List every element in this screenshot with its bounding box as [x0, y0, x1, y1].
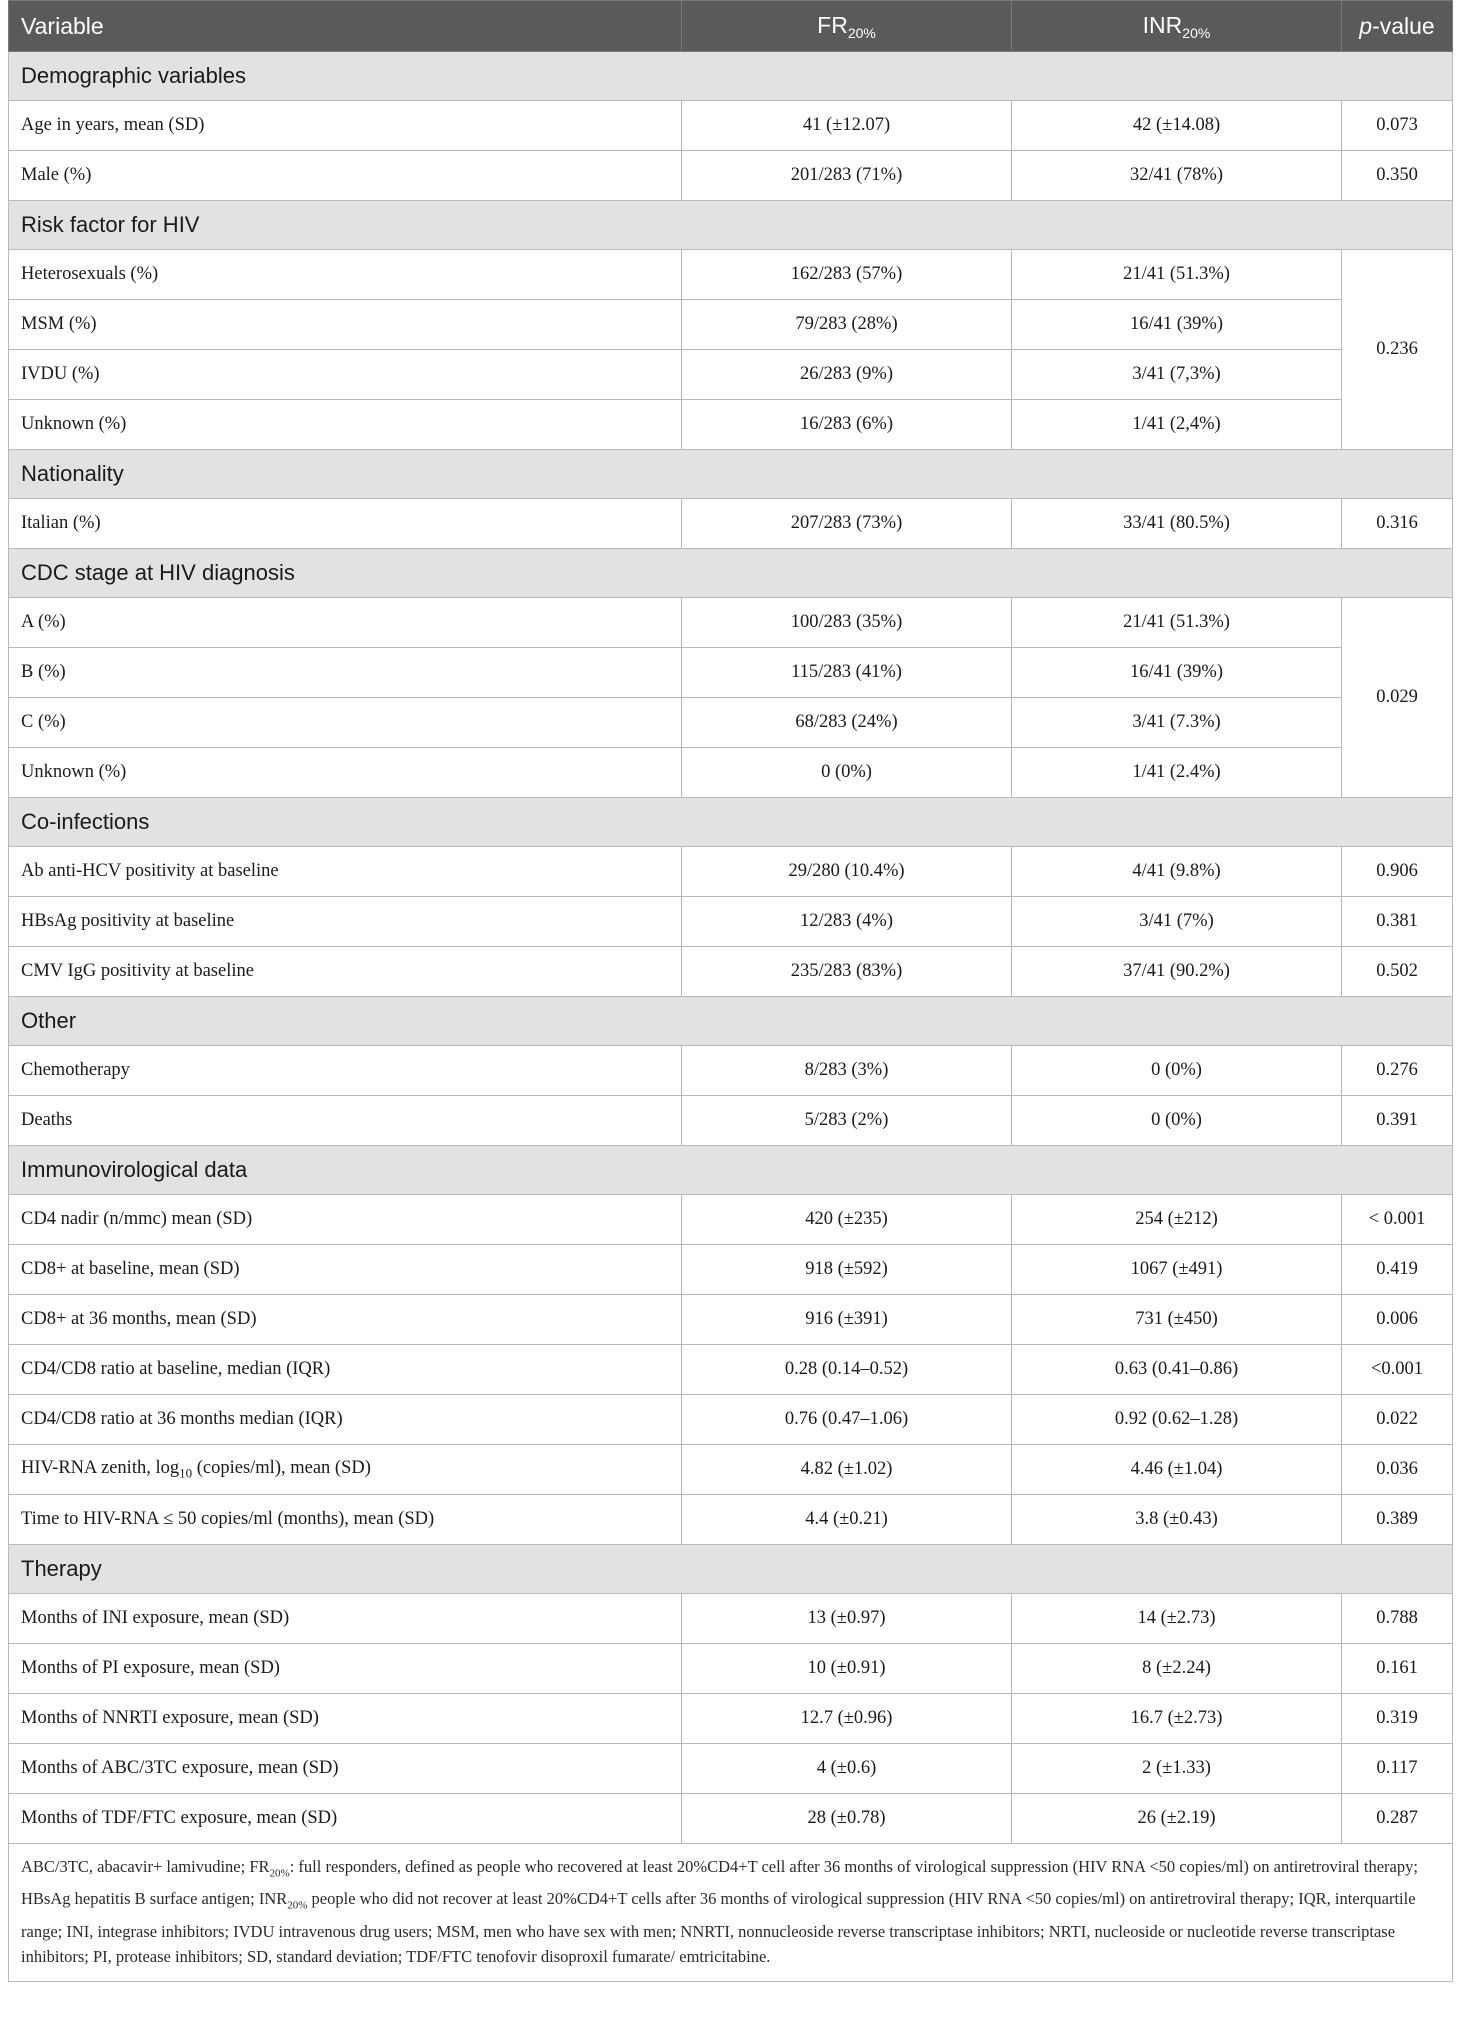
cell-p-value-group: 0.029	[1342, 598, 1453, 798]
cell-inr20: 42 (±14.08)	[1012, 101, 1342, 151]
section-row	[9, 549, 1453, 598]
header-p-italic: p	[1359, 12, 1373, 39]
cell-inr20: 33/41 (80.5%)	[1012, 499, 1342, 549]
cell-p-value: 0.502	[1342, 947, 1453, 997]
cell-fr20: 4.4 (±0.21)	[682, 1495, 1012, 1545]
cell-p-value: 0.287	[1342, 1794, 1453, 1844]
cell-fr20: 115/283 (41%)	[682, 648, 1012, 698]
section-title: Demographic variables	[9, 52, 1453, 101]
cell-fr20: 0 (0%)	[682, 748, 1012, 798]
footnote-subscript-2: 20%	[287, 1899, 308, 1912]
cell-p-value: < 0.001	[1342, 1195, 1453, 1245]
table-row	[9, 151, 1453, 201]
cell-inr20: 16.7 (±2.73)	[1012, 1694, 1342, 1744]
cell-variable: Age in years, mean (SD)	[9, 101, 682, 151]
cell-inr20: 16/41 (39%)	[1012, 648, 1342, 698]
cell-fr20: 0.28 (0.14–0.52)	[682, 1345, 1012, 1395]
table-footnote	[9, 1844, 1453, 1982]
table-row	[9, 1245, 1453, 1295]
header-p-rest: -value	[1372, 12, 1435, 39]
header-inr20	[1012, 1, 1342, 52]
cell-variable: Heterosexuals (%)	[9, 250, 682, 300]
cell-fr20: 201/283 (71%)	[682, 151, 1012, 201]
cell-fr20: 207/283 (73%)	[682, 499, 1012, 549]
table-row	[9, 1744, 1453, 1794]
cell-variable: CD4/CD8 ratio at baseline, median (IQR)	[9, 1345, 682, 1395]
table-row	[9, 499, 1453, 549]
cell-p-value: 0.006	[1342, 1295, 1453, 1345]
section-title: Other	[9, 997, 1453, 1046]
cell-p-value: 0.036	[1342, 1445, 1453, 1495]
table-row	[9, 1345, 1453, 1395]
table-row	[9, 1644, 1453, 1694]
table-row	[9, 250, 1453, 300]
footnote-row	[9, 1844, 1453, 1982]
header-inr-subscript: 20%	[1182, 24, 1211, 41]
cell-fr20: 162/283 (57%)	[682, 250, 1012, 300]
table-row	[9, 300, 1453, 350]
cell-fr20: 420 (±235)	[682, 1195, 1012, 1245]
cell-inr20: 8 (±2.24)	[1012, 1644, 1342, 1694]
cell-variable: CD8+ at baseline, mean (SD)	[9, 1245, 682, 1295]
cell-fr20: 12.7 (±0.96)	[682, 1694, 1012, 1744]
table-row	[9, 101, 1453, 151]
table-row	[9, 598, 1453, 648]
table-row	[9, 1096, 1453, 1146]
header-variable	[9, 1, 682, 52]
cell-inr20: 0.92 (0.62–1.28)	[1012, 1395, 1342, 1445]
table-row	[9, 1794, 1453, 1844]
cell-variable: Italian (%)	[9, 499, 682, 549]
cell-fr20: 4 (±0.6)	[682, 1744, 1012, 1794]
cell-variable-part: HIV-RNA zenith, log	[21, 1457, 180, 1478]
section-title: CDC stage at HIV diagnosis	[9, 549, 1453, 598]
cell-inr20: 2 (±1.33)	[1012, 1744, 1342, 1794]
header-fr-subscript: 20%	[847, 24, 876, 41]
cell-p-value: 0.161	[1342, 1644, 1453, 1694]
cell-variable-part: (copies/ml), mean (SD)	[192, 1457, 371, 1478]
cell-p-value: 0.350	[1342, 151, 1453, 201]
cell-fr20: 68/283 (24%)	[682, 698, 1012, 748]
cell-fr20: 41 (±12.07)	[682, 101, 1012, 151]
table-row	[9, 350, 1453, 400]
cell-variable: Months of INI exposure, mean (SD)	[9, 1594, 682, 1644]
cell-variable: Months of ABC/3TC exposure, mean (SD)	[9, 1744, 682, 1794]
table-row	[9, 1495, 1453, 1545]
cell-p-value: 0.788	[1342, 1594, 1453, 1644]
cell-inr20: 4.46 (±1.04)	[1012, 1445, 1342, 1495]
cell-variable: HBsAg positivity at baseline	[9, 897, 682, 947]
cell-variable: MSM (%)	[9, 300, 682, 350]
cell-inr20: 21/41 (51.3%)	[1012, 598, 1342, 648]
cell-p-value: 0.319	[1342, 1694, 1453, 1744]
cell-variable: B (%)	[9, 648, 682, 698]
cell-inr20: 26 (±2.19)	[1012, 1794, 1342, 1844]
cell-p-value: 0.117	[1342, 1744, 1453, 1794]
cell-variable: Unknown (%)	[9, 748, 682, 798]
cell-p-value: 0.419	[1342, 1245, 1453, 1295]
table-body	[9, 52, 1453, 1844]
cell-variable: CMV IgG positivity at baseline	[9, 947, 682, 997]
section-row	[9, 450, 1453, 499]
cell-variable: CD8+ at 36 months, mean (SD)	[9, 1295, 682, 1345]
cell-inr20: 1/41 (2,4%)	[1012, 400, 1342, 450]
table-row	[9, 1046, 1453, 1096]
footnote-part-2: : full responders, defined as people who recovered at least 20%CD4+T cell after 36 months of virological suppression (HIV RNA <50 copies/ml) on antiretroviral therapy; HBsAg hepatitis B surface antigen; INR	[21, 1857, 1418, 1909]
cell-inr20: 0 (0%)	[1012, 1096, 1342, 1146]
characteristics-table	[8, 0, 1453, 1982]
cell-variable-subscript: 10	[179, 1465, 193, 1481]
cell-fr20: 0.76 (0.47–1.06)	[682, 1395, 1012, 1445]
cell-variable: Months of TDF/FTC exposure, mean (SD)	[9, 1794, 682, 1844]
table-row	[9, 947, 1453, 997]
cell-fr20: 8/283 (3%)	[682, 1046, 1012, 1096]
cell-p-value: <0.001	[1342, 1345, 1453, 1395]
cell-variable: CD4 nadir (n/mmc) mean (SD)	[9, 1195, 682, 1245]
cell-inr20: 3/41 (7,3%)	[1012, 350, 1342, 400]
cell-fr20: 16/283 (6%)	[682, 400, 1012, 450]
header-fr-label: FR	[817, 11, 848, 38]
header-variable-label: Variable	[21, 12, 104, 39]
header-p-value	[1342, 1, 1453, 52]
table-row	[9, 1445, 1453, 1495]
cell-inr20: 16/41 (39%)	[1012, 300, 1342, 350]
table-row	[9, 1195, 1453, 1245]
cell-variable: Months of NNRTI exposure, mean (SD)	[9, 1694, 682, 1744]
cell-inr20: 4/41 (9.8%)	[1012, 847, 1342, 897]
header-inr-label: INR	[1142, 11, 1183, 38]
section-title: Nationality	[9, 450, 1453, 499]
table-row	[9, 748, 1453, 798]
table-row	[9, 648, 1453, 698]
cell-variable: Male (%)	[9, 151, 682, 201]
cell-inr20: 3.8 (±0.43)	[1012, 1495, 1342, 1545]
cell-fr20: 28 (±0.78)	[682, 1794, 1012, 1844]
cell-fr20: 916 (±391)	[682, 1295, 1012, 1345]
cell-inr20: 32/41 (78%)	[1012, 151, 1342, 201]
table-row	[9, 1694, 1453, 1744]
cell-p-value: 0.391	[1342, 1096, 1453, 1146]
cell-variable: Ab anti-HCV positivity at baseline	[9, 847, 682, 897]
cell-inr20: 37/41 (90.2%)	[1012, 947, 1342, 997]
header-row	[9, 1, 1453, 52]
cell-fr20: 12/283 (4%)	[682, 897, 1012, 947]
section-title: Risk factor for HIV	[9, 201, 1453, 250]
table-row	[9, 1395, 1453, 1445]
cell-p-value: 0.073	[1342, 101, 1453, 151]
cell-inr20: 254 (±212)	[1012, 1195, 1342, 1245]
footnote-part-1: ABC/3TC, abacavir+ lamivudine; FR	[21, 1857, 270, 1876]
cell-p-value-group: 0.236	[1342, 250, 1453, 450]
section-row	[9, 52, 1453, 101]
section-title: Therapy	[9, 1545, 1453, 1594]
cell-fr20: 13 (±0.97)	[682, 1594, 1012, 1644]
section-row	[9, 1545, 1453, 1594]
cell-inr20: 3/41 (7%)	[1012, 897, 1342, 947]
cell-variable: Deaths	[9, 1096, 682, 1146]
section-row	[9, 201, 1453, 250]
section-title: Co-infections	[9, 798, 1453, 847]
table-row	[9, 698, 1453, 748]
section-row	[9, 997, 1453, 1046]
cell-inr20: 21/41 (51.3%)	[1012, 250, 1342, 300]
table-row	[9, 1295, 1453, 1345]
cell-fr20: 79/283 (28%)	[682, 300, 1012, 350]
cell-variable: Chemotherapy	[9, 1046, 682, 1096]
cell-variable: Months of PI exposure, mean (SD)	[9, 1644, 682, 1694]
cell-p-value: 0.389	[1342, 1495, 1453, 1545]
section-title: Immunovirological data	[9, 1146, 1453, 1195]
cell-fr20: 5/283 (2%)	[682, 1096, 1012, 1146]
cell-fr20: 235/283 (83%)	[682, 947, 1012, 997]
cell-p-value: 0.276	[1342, 1046, 1453, 1096]
cell-variable: Time to HIV-RNA ≤ 50 copies/ml (months), mean (SD)	[9, 1495, 682, 1545]
table-row	[9, 897, 1453, 947]
cell-p-value: 0.316	[1342, 499, 1453, 549]
cell-variable	[9, 1445, 682, 1495]
cell-fr20: 10 (±0.91)	[682, 1644, 1012, 1694]
cell-inr20: 14 (±2.73)	[1012, 1594, 1342, 1644]
table-row	[9, 400, 1453, 450]
cell-inr20: 731 (±450)	[1012, 1295, 1342, 1345]
cell-fr20: 29/280 (10.4%)	[682, 847, 1012, 897]
cell-fr20: 26/283 (9%)	[682, 350, 1012, 400]
table-row	[9, 1594, 1453, 1644]
cell-p-value: 0.381	[1342, 897, 1453, 947]
table-row	[9, 847, 1453, 897]
cell-p-value: 0.022	[1342, 1395, 1453, 1445]
cell-fr20: 918 (±592)	[682, 1245, 1012, 1295]
cell-p-value: 0.906	[1342, 847, 1453, 897]
cell-variable: C (%)	[9, 698, 682, 748]
header-fr20	[682, 1, 1012, 52]
cell-inr20: 1/41 (2.4%)	[1012, 748, 1342, 798]
section-row	[9, 1146, 1453, 1195]
cell-inr20: 0.63 (0.41–0.86)	[1012, 1345, 1342, 1395]
cell-fr20: 4.82 (±1.02)	[682, 1445, 1012, 1495]
cell-variable: CD4/CD8 ratio at 36 months median (IQR)	[9, 1395, 682, 1445]
cell-inr20: 1067 (±491)	[1012, 1245, 1342, 1295]
cell-fr20: 100/283 (35%)	[682, 598, 1012, 648]
cell-inr20: 0 (0%)	[1012, 1046, 1342, 1096]
footnote-part-3: people who did not recover at least 20%CD4+T cells after 36 months of virological suppression (HIV RNA <50 copies/ml) on antiretroviral therapy; IQR, interquartile range; INI, integrase inhibitors; IVDU intravenous drug users; MSM, men who have sex with men; NNRTI, nonnucleoside reverse transcriptase inhibitors; NRTI, nucleoside or nucleotide reverse transcriptase inhibitors; PI, protease inhibitors; SD, standard deviation; TDF/FTC tenofovir disoproxil fumarate/ emtricitabine.	[21, 1889, 1416, 1966]
section-row	[9, 798, 1453, 847]
cell-variable: Unknown (%)	[9, 400, 682, 450]
footnote-subscript-1: 20%	[269, 1867, 290, 1880]
cell-inr20: 3/41 (7.3%)	[1012, 698, 1342, 748]
cell-variable: A (%)	[9, 598, 682, 648]
cell-variable: IVDU (%)	[9, 350, 682, 400]
